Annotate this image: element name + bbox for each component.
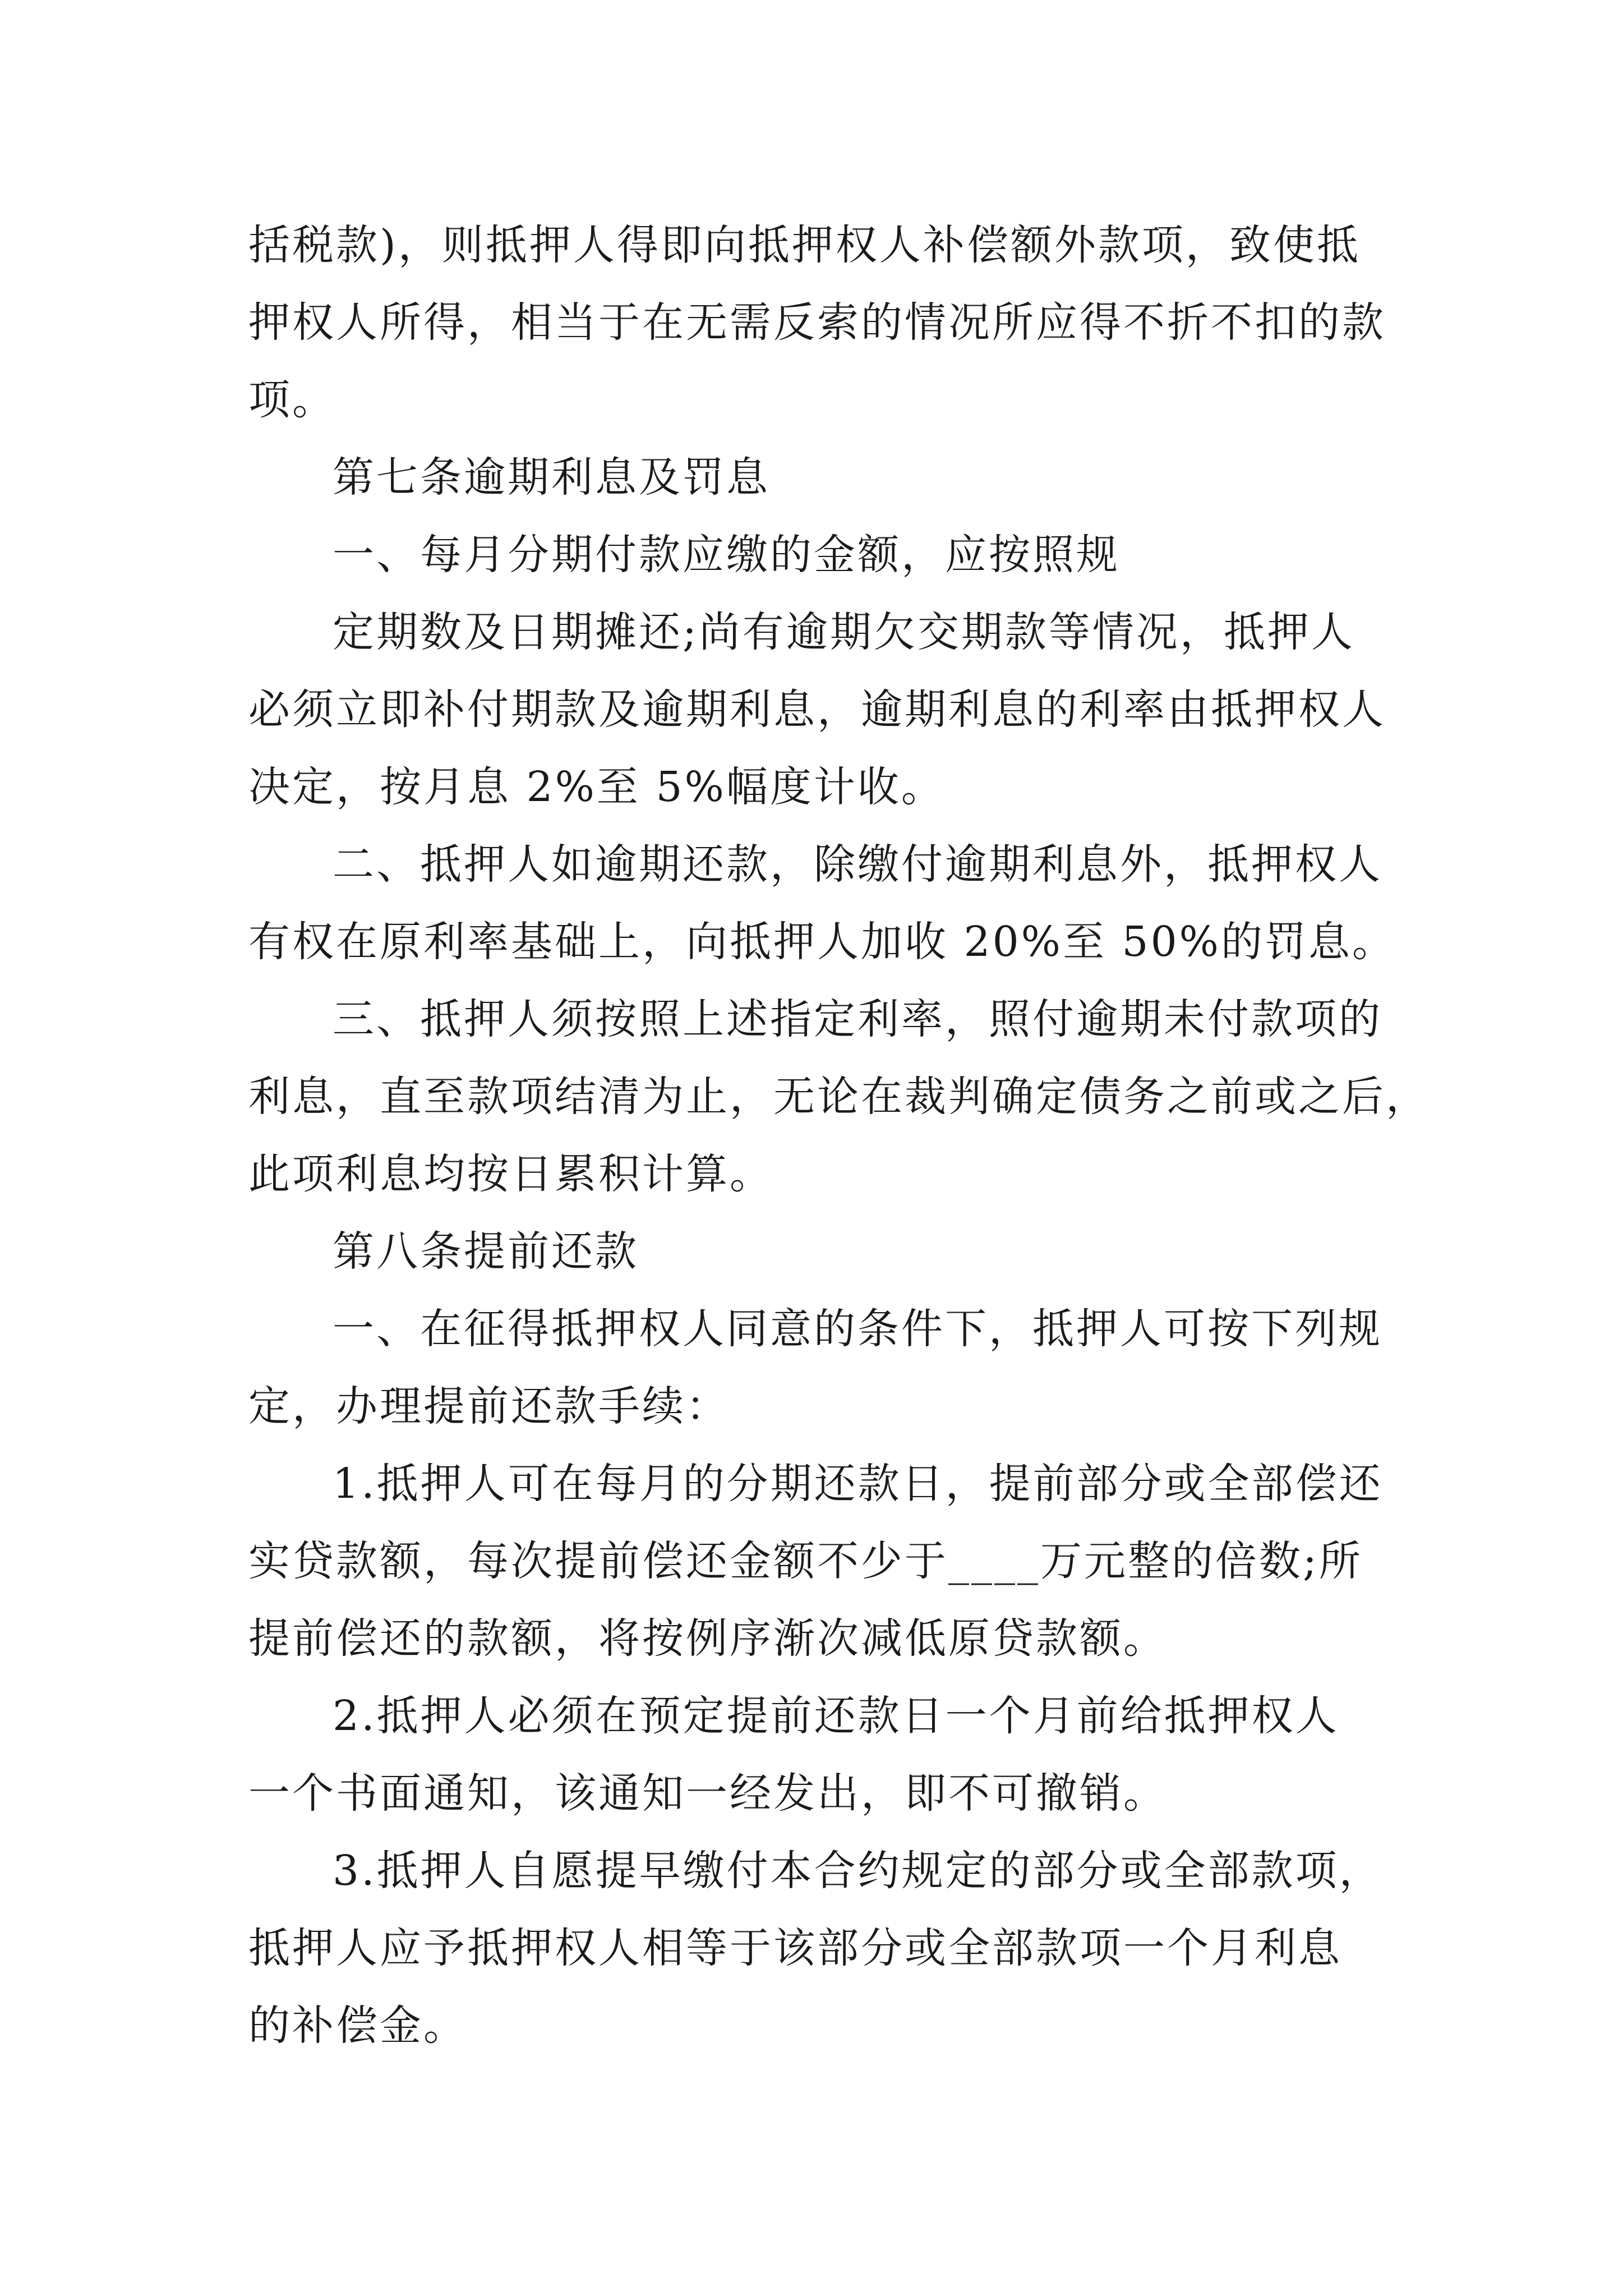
text-line: 实贷款额，每次提前偿还金额不少于____万元整的倍数;所 [248, 1537, 1363, 1585]
text-line: 一、在征得抵押权人同意的条件下，抵押人可按下列规 [333, 1305, 1382, 1353]
text-line: 2.抵押人必须在预定提前还款日一个月前给抵押权人 [333, 1692, 1339, 1740]
text-line: 二、抵押人如逾期还款，除缴付逾期利息外，抵押权人 [333, 840, 1382, 889]
text-line: 定期数及日期摊还;尚有逾期欠交期款等情况，抵押人 [333, 608, 1355, 656]
text-line: 押权人所得，相当于在无需反索的情况所应得不折不扣的款 [248, 298, 1386, 347]
text-line: 3.抵押人自愿提早缴付本合约规定的部分或全部款项， [333, 1847, 1383, 1895]
text-line: 1.抵押人可在每月的分期还款日，提前部分或全部偿还 [333, 1460, 1383, 1508]
text-line: 此项利息均按日累积计算。 [248, 1150, 773, 1198]
text-line: 一、每月分期付款应缴的金额，应按照规 [333, 531, 1120, 579]
text-line: 利息，直至款项结清为止，无论在裁判确定债务之前或之后， [248, 1073, 1430, 1121]
text-line: 必须立即补付期款及逾期利息，逾期利息的利率由抵押权人 [248, 685, 1386, 734]
article-heading-7: 第七条逾期利息及罚息 [333, 453, 770, 501]
text-line: 括税款)，则抵押人得即向抵押权人补偿额外款项，致使抵 [248, 221, 1361, 269]
text-line: 项。 [248, 376, 336, 424]
text-line: 抵押人应予抵押权人相等于该部分或全部款项一个月利息 [248, 1924, 1342, 1972]
text-line: 提前偿还的款额，将按例序渐次减低原贷款额。 [248, 1614, 1167, 1663]
text-line: 一个书面通知，该通知一经发出，即不可撤销。 [248, 1769, 1167, 1818]
article-heading-8: 第八条提前还款 [333, 1227, 639, 1276]
text-line: 决定，按月息 2%至 5%幅度计收。 [248, 763, 945, 811]
text-line: 三、抵押人须按照上述指定利率，照付逾期未付款项的 [333, 995, 1382, 1043]
document-body [248, 206, 1430, 2064]
text-line: 有权在原利率基础上，向抵押人加收 20%至 50%的罚息。 [248, 918, 1396, 966]
text-line: 的补偿金。 [248, 2001, 467, 2050]
text-line: 定，办理提前还款手续： [248, 1382, 730, 1430]
